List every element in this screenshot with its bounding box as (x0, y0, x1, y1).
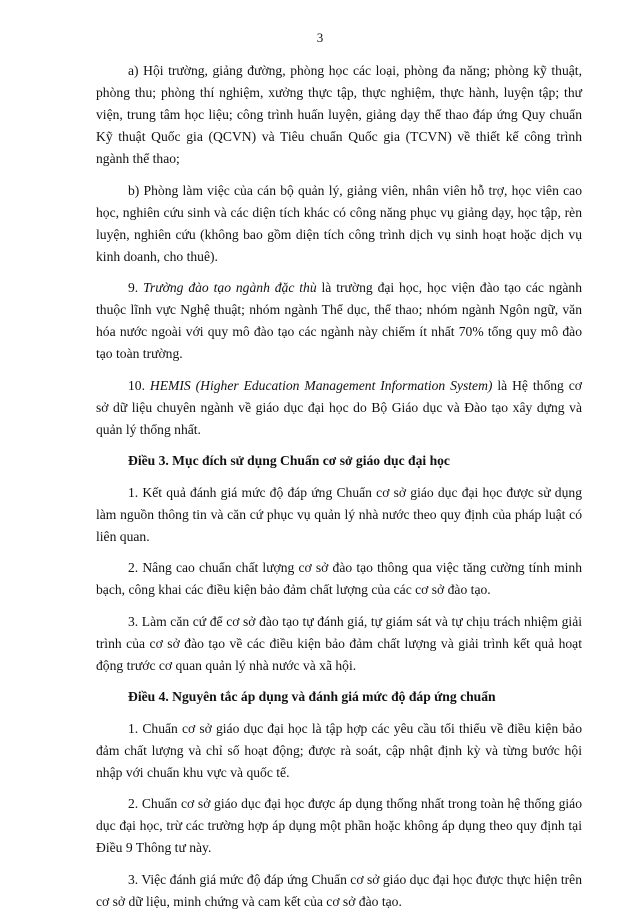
definition-10 (96, 375, 582, 441)
article-4-item-2: 2. Chuẩn cơ sở giáo dục đại học được áp dụng thống nhất trong toàn hệ thống giáo dục đại học, trừ các trường hợp áp dụng một phần hoặc không áp dụng theo quy định tại Điều 9 Thông tư này. (96, 796, 582, 855)
page-number: 3 (316, 30, 324, 45)
definition-9 (96, 277, 582, 365)
definition-10-number: 10. (128, 377, 150, 393)
article-3-heading: Điều 3. Mục đích sử dụng Chuẩn cơ sở giáo dục đại học (128, 453, 450, 468)
definition-9-term: Trường đào tạo ngành đặc thù (143, 280, 317, 295)
definition-10-term: HEMIS (Higher Education Management Information System) (149, 377, 493, 393)
definition-10-text: là Hệ thống cơ sở dữ liệu chuyên ngành về giáo dục đại học do Bộ Giáo dục và Đào tạo xây dựng và quản lý thống nhất. (96, 377, 582, 437)
article-3-item-3: 3. Làm căn cứ để cơ sở đào tạo tự đánh giá, tự giám sát và tự chịu trách nhiệm giải trình của cơ sở đào tạo về các điều kiện bảo đảm chất lượng và giải trình kết quả hoạt động trước cơ quan quản lý nhà nước và xã hội. (96, 613, 582, 673)
article-4-heading: Điều 4. Nguyên tắc áp dụng và đánh giá mức độ đáp ứng chuẩn (128, 689, 496, 704)
definition-9-number: 9. (128, 280, 144, 295)
document-body (96, 60, 582, 922)
definition-9-text: là trường đại học, học viện đào tạo các ngành thuộc lĩnh vực Nghệ thuật; nhóm ngành Thể dục, thể thao; nhóm ngành Ngôn ngữ, văn hóa nước ngoài với quy mô đào tạo các ngành này chiếm ít nhất 70% tổng quy mô đào tạo toàn trường. (96, 280, 582, 361)
article-4-item-1: 1. Chuẩn cơ sở giáo dục đại học là tập hợp các yêu cầu tối thiểu về điều kiện bảo đảm chất lượng và chỉ số hoạt động; được rà soát, cập nhật định kỳ và từng bước hội nhập với chuẩn khu vực và quốc tế. (96, 720, 582, 780)
article-4-item-3: 3. Việc đánh giá mức độ đáp ứng Chuẩn cơ sở giáo dục đại học được thực hiện trên cơ sở dữ liệu, minh chứng và cam kết của cơ sở đào tạo. (96, 871, 582, 909)
article-3-item-2: 2. Nâng cao chuẩn chất lượng cơ sở đào tạo thông qua việc tăng cường tính minh bạch, công khai các điều kiện bảo đảm chất lượng của các cơ sở đào tạo. (96, 560, 582, 597)
paragraph-8b: b) Phòng làm việc của cán bộ quản lý, giảng viên, nhân viên hỗ trợ, học viên cao học, nghiên cứu sinh và các diện tích khác có công năng phục vụ giảng dạy, học tập, rèn luyện, nghiên cứu (không bao gồm diện tích công trình dịch vụ sinh hoạt hoặc dịch vụ kinh doanh, cho thuê). (96, 182, 582, 264)
article-3-item-1: 1. Kết quả đánh giá mức độ đáp ứng Chuẩn cơ sở giáo dục đại học được sử dụng làm nguồn thông tin và căn cứ phục vụ quản lý nhà nước theo quy định của pháp luật có liên quan. (96, 484, 582, 544)
paragraph-8a: a) Hội trường, giảng đường, phòng học các loại, phòng đa năng; phòng kỹ thuật, phòng thu; phòng thí nghiệm, xưởng thực tập, thực nghiệm, thực hành, luyện tập; thư viện, trung tâm học liệu; công trình huấn luyện, giảng dạy thể thao đáp ứng Quy chuẩn Kỹ thuật Quốc gia (QCVN) và Tiêu chuẩn Quốc gia (TCVN) về thiết kế công trình ngành thể thao; (96, 63, 582, 166)
